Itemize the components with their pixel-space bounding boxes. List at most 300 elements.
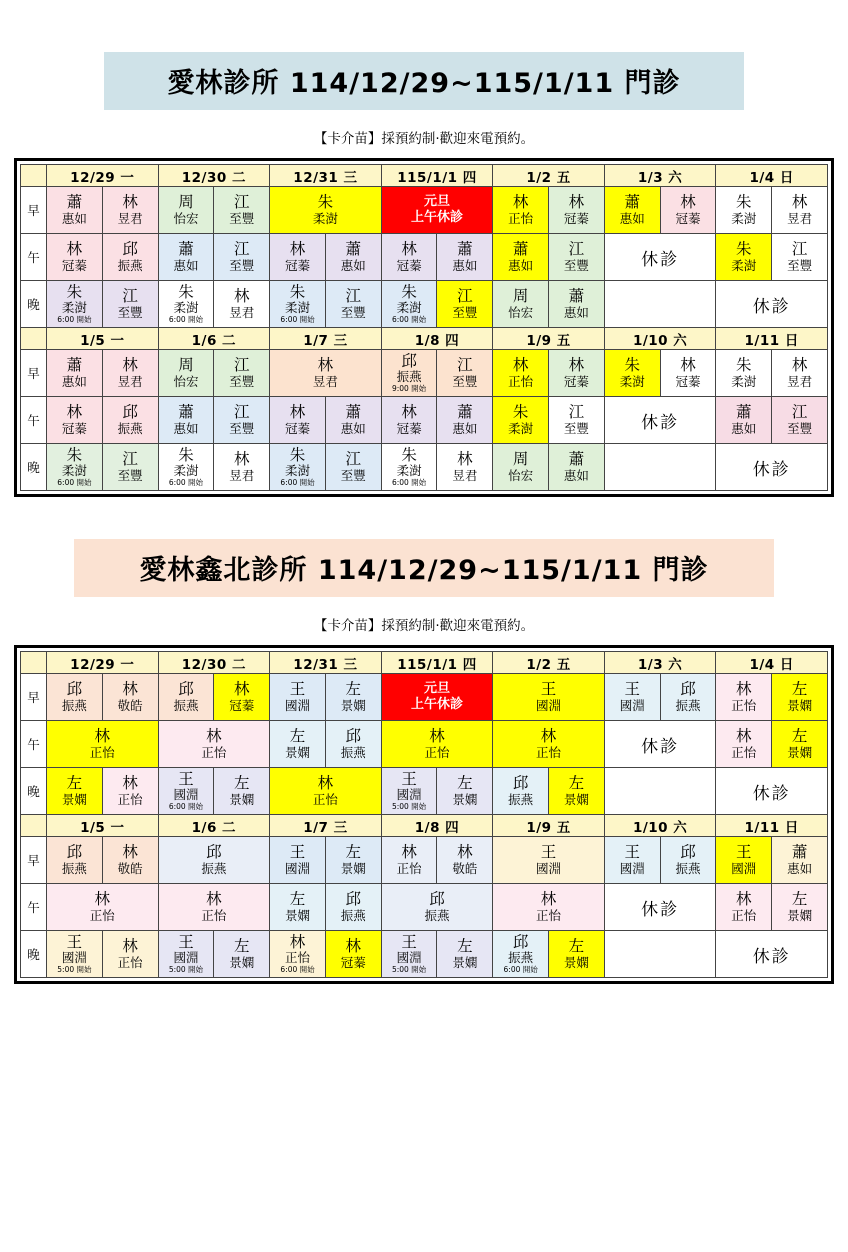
doctor-surname: 左 bbox=[289, 890, 306, 909]
rest-cell bbox=[716, 768, 828, 815]
day-header: 1/4 日 bbox=[716, 652, 828, 674]
doctor-b bbox=[214, 444, 269, 490]
doctor-givenname: 柔澍 bbox=[731, 257, 757, 273]
holiday-cell bbox=[381, 187, 493, 234]
doctor-givenname: 至豐 bbox=[340, 467, 366, 483]
doctor-givenname: 惠如 bbox=[563, 304, 589, 320]
doctor-single bbox=[382, 721, 493, 767]
shift-cell bbox=[381, 721, 493, 768]
shift-cell bbox=[47, 397, 159, 444]
doctor-b bbox=[326, 444, 381, 490]
day-header: 1/6 二 bbox=[158, 328, 270, 350]
doctor-surname: 蕭 bbox=[568, 450, 585, 469]
doctor-surname: 林 bbox=[568, 193, 585, 212]
rest-cell bbox=[604, 234, 716, 281]
day-header: 12/31 三 bbox=[270, 652, 382, 674]
doctor-givenname: 正怡 bbox=[396, 860, 422, 876]
table-row bbox=[21, 931, 828, 978]
rest-cell bbox=[604, 884, 716, 931]
doctor-surname: 江 bbox=[345, 287, 362, 306]
doctor-a bbox=[382, 350, 437, 396]
table-row bbox=[21, 768, 828, 815]
doctor-givenname: 昱君 bbox=[117, 210, 143, 226]
table-row bbox=[21, 350, 828, 397]
doctor-surname: 周 bbox=[178, 193, 194, 212]
doctor-a bbox=[270, 397, 325, 443]
holiday-line: 上午休診 bbox=[410, 697, 463, 712]
shift-cell bbox=[270, 931, 382, 978]
doctor-surname: 林 bbox=[736, 890, 752, 909]
doctor-surname: 邱 bbox=[680, 680, 696, 699]
doctor-surname: 左 bbox=[345, 843, 362, 862]
table-row bbox=[21, 674, 828, 721]
doctor-givenname: 昱君 bbox=[229, 304, 255, 320]
shift-cell bbox=[381, 350, 493, 397]
table-row bbox=[21, 884, 828, 931]
rest-label: 休診 bbox=[752, 946, 791, 967]
doctor-a bbox=[159, 234, 214, 280]
row-label-morning: 早 bbox=[21, 187, 47, 234]
shift-cell bbox=[47, 234, 159, 281]
doctor-surname: 江 bbox=[345, 450, 362, 469]
doctor-surname: 江 bbox=[233, 356, 250, 375]
doctor-givenname: 柔澍 bbox=[173, 462, 199, 478]
doctor-givenname: 冠蓁 bbox=[61, 420, 87, 436]
doctor-givenname: 至豐 bbox=[229, 373, 255, 389]
day-header: 1/3 六 bbox=[604, 165, 716, 187]
day-header: 1/4 日 bbox=[716, 165, 828, 187]
shift-cell bbox=[381, 397, 493, 444]
doctor-givenname: 至豐 bbox=[229, 420, 255, 436]
rest-cell bbox=[604, 768, 716, 815]
doctor-givenname: 振燕 bbox=[340, 744, 366, 760]
shift-cell bbox=[716, 674, 828, 721]
doctor-b bbox=[103, 444, 158, 490]
shift-cell bbox=[716, 397, 828, 444]
doctor-givenname: 正怡 bbox=[731, 697, 757, 713]
doctor-b bbox=[326, 721, 381, 767]
doctor-a bbox=[716, 397, 771, 443]
doctor-b bbox=[437, 350, 492, 396]
clinic2-schedule-table bbox=[14, 645, 834, 984]
doctor-surname: 蕭 bbox=[457, 403, 473, 422]
start-time: 9:00 開始 bbox=[391, 383, 427, 393]
clinic1-note: 【卡介苗】採預約制‧歡迎來電預約。 bbox=[313, 131, 535, 147]
doctor-givenname: 惠如 bbox=[508, 257, 534, 273]
doctor-givenname: 柔澍 bbox=[61, 462, 87, 478]
doctor-a bbox=[47, 397, 102, 443]
doctor-b bbox=[326, 397, 381, 443]
row-label-morning: 早 bbox=[21, 350, 47, 397]
doctor-a bbox=[382, 837, 437, 883]
doctor-b bbox=[437, 281, 492, 327]
day-header: 1/5 一 bbox=[47, 815, 159, 837]
doctor-b bbox=[214, 187, 269, 233]
doctor-surname: 左 bbox=[66, 774, 83, 793]
doctor-a bbox=[270, 931, 325, 977]
doctor-a bbox=[716, 721, 771, 767]
start-time: 6:00 開始 bbox=[280, 477, 315, 487]
shift-cell bbox=[493, 281, 605, 328]
doctor-surname: 王 bbox=[624, 843, 640, 862]
doctor-a bbox=[47, 281, 102, 327]
doctor-surname: 朱 bbox=[66, 445, 83, 464]
day-header-row bbox=[21, 328, 828, 350]
doctor-givenname: 振燕 bbox=[508, 791, 534, 807]
doctor-a bbox=[270, 281, 325, 327]
doctor-surname: 蕭 bbox=[736, 403, 752, 422]
day-header: 1/2 五 bbox=[493, 165, 605, 187]
doctor-b bbox=[772, 837, 827, 883]
doctor-givenname: 景嫻 bbox=[340, 860, 366, 876]
row-label-evening: 晚 bbox=[21, 931, 47, 978]
doctor-b bbox=[437, 837, 492, 883]
shift-cell bbox=[493, 397, 605, 444]
doctor-givenname: 惠如 bbox=[173, 420, 199, 436]
doctor-surname: 王 bbox=[540, 680, 557, 699]
doctor-surname: 左 bbox=[791, 727, 808, 746]
shift-cell bbox=[381, 234, 493, 281]
rest-cell bbox=[716, 931, 828, 978]
shift-cell bbox=[604, 837, 716, 884]
doctor-surname: 王 bbox=[178, 932, 194, 951]
doctor-givenname: 國淵 bbox=[536, 860, 562, 876]
doctor-surname: 林 bbox=[122, 937, 138, 956]
doctor-surname: 林 bbox=[401, 843, 417, 862]
doctor-surname: 林 bbox=[791, 193, 808, 212]
clinic1-schedule-table bbox=[14, 158, 834, 497]
doctor-givenname: 惠如 bbox=[61, 373, 87, 389]
doctor-b bbox=[549, 931, 604, 977]
doctor-givenname: 柔澍 bbox=[61, 299, 87, 315]
doctor-a bbox=[605, 674, 660, 720]
doctor-surname: 林 bbox=[568, 356, 585, 375]
shift-cell bbox=[493, 931, 605, 978]
day-header: 1/6 二 bbox=[158, 815, 270, 837]
doctor-surname: 林 bbox=[512, 193, 529, 212]
doctor-givenname: 景嫻 bbox=[787, 697, 813, 713]
doctor-givenname: 冠蓁 bbox=[675, 210, 701, 226]
doctor-b bbox=[326, 837, 381, 883]
doctor-surname: 邱 bbox=[122, 240, 138, 259]
doctor-b bbox=[549, 397, 604, 443]
doctor-givenname: 振燕 bbox=[675, 860, 701, 876]
doctor-givenname: 正怡 bbox=[117, 954, 143, 970]
doctor-givenname: 至豐 bbox=[117, 304, 143, 320]
doctor-surname: 左 bbox=[791, 680, 808, 699]
doctor-a bbox=[47, 768, 102, 814]
shift-cell bbox=[381, 444, 493, 491]
doctor-a bbox=[605, 350, 660, 396]
doctor-b bbox=[661, 837, 716, 883]
doctor-givenname: 正怡 bbox=[508, 210, 534, 226]
shift-cell bbox=[158, 674, 270, 721]
doctor-surname: 左 bbox=[457, 774, 473, 793]
day-header: 1/8 四 bbox=[381, 328, 493, 350]
rest-cell bbox=[604, 721, 716, 768]
doctor-givenname: 惠如 bbox=[731, 420, 757, 436]
row-label-afternoon: 午 bbox=[21, 884, 47, 931]
doctor-givenname: 正怡 bbox=[536, 744, 562, 760]
doctor-b bbox=[437, 931, 492, 977]
doctor-a bbox=[159, 187, 214, 233]
shift-cell bbox=[716, 350, 828, 397]
shift-cell bbox=[47, 281, 159, 328]
doctor-a bbox=[382, 768, 437, 814]
doctor-b bbox=[772, 884, 827, 930]
doctor-givenname: 正怡 bbox=[117, 791, 143, 807]
doctor-givenname: 柔澍 bbox=[619, 373, 645, 389]
doctor-a bbox=[270, 837, 325, 883]
doctor-a bbox=[47, 350, 102, 396]
doctor-b bbox=[437, 444, 492, 490]
doctor-a bbox=[493, 187, 548, 233]
doctor-surname: 邱 bbox=[206, 843, 222, 862]
doctor-surname: 朱 bbox=[512, 403, 529, 422]
doctor-givenname: 正怡 bbox=[731, 744, 757, 760]
doctor-a bbox=[47, 187, 102, 233]
doctor-givenname: 至豐 bbox=[787, 420, 813, 436]
doctor-b bbox=[326, 234, 381, 280]
doctor-givenname: 國淵 bbox=[173, 786, 199, 802]
doctor-givenname: 正怡 bbox=[424, 744, 450, 760]
doctor-surname: 朱 bbox=[178, 282, 194, 301]
doctor-b bbox=[214, 397, 269, 443]
corner-cell bbox=[21, 652, 47, 674]
doctor-givenname: 振燕 bbox=[675, 697, 701, 713]
doctor-givenname: 景嫻 bbox=[563, 954, 589, 970]
doctor-a bbox=[270, 234, 325, 280]
holiday-line: 元旦 bbox=[423, 680, 450, 696]
doctor-surname: 王 bbox=[736, 843, 752, 862]
doctor-surname: 周 bbox=[512, 287, 529, 306]
doctor-surname: 林 bbox=[66, 240, 83, 259]
day-header: 1/11 日 bbox=[716, 328, 828, 350]
doctor-a bbox=[716, 234, 771, 280]
doctor-a bbox=[493, 234, 548, 280]
doctor-surname: 邱 bbox=[512, 774, 529, 793]
day-header: 12/31 三 bbox=[270, 165, 382, 187]
doctor-givenname: 柔澍 bbox=[285, 299, 311, 315]
doctor-givenname: 正怡 bbox=[536, 907, 562, 923]
doctor-givenname: 至豐 bbox=[452, 304, 478, 320]
doctor-surname: 林 bbox=[289, 403, 306, 422]
rest-cell bbox=[716, 281, 828, 328]
day-header: 1/3 六 bbox=[604, 652, 716, 674]
doctor-surname: 林 bbox=[540, 890, 557, 909]
doctor-surname: 江 bbox=[791, 240, 808, 259]
doctor-b bbox=[103, 397, 158, 443]
doctor-surname: 左 bbox=[289, 727, 306, 746]
start-time: 6:00 開始 bbox=[503, 964, 538, 974]
doctor-givenname: 至豐 bbox=[229, 210, 255, 226]
shift-cell bbox=[270, 281, 382, 328]
doctor-surname: 蕭 bbox=[624, 193, 640, 212]
table-row bbox=[21, 837, 828, 884]
table-row bbox=[21, 721, 828, 768]
doctor-a bbox=[716, 350, 771, 396]
doctor-surname: 王 bbox=[289, 680, 306, 699]
doctor-a bbox=[716, 884, 771, 930]
doctor-surname: 朱 bbox=[624, 356, 640, 375]
doctor-givenname: 景嫻 bbox=[340, 697, 366, 713]
doctor-givenname: 至豐 bbox=[452, 373, 478, 389]
doctor-givenname: 惠如 bbox=[340, 257, 366, 273]
day-header: 1/8 四 bbox=[381, 815, 493, 837]
doctor-surname: 邱 bbox=[429, 890, 445, 909]
doctor-givenname: 正怡 bbox=[731, 907, 757, 923]
doctor-a bbox=[270, 674, 325, 720]
doctor-givenname: 至豐 bbox=[563, 257, 589, 273]
doctor-surname: 林 bbox=[122, 774, 138, 793]
doctor-surname: 蕭 bbox=[178, 403, 194, 422]
doctor-givenname: 冠蓁 bbox=[285, 257, 311, 273]
doctor-givenname: 振燕 bbox=[396, 368, 422, 384]
holiday-line: 元旦 bbox=[423, 193, 450, 209]
doctor-surname: 周 bbox=[512, 450, 529, 469]
doctor-surname: 蕭 bbox=[568, 287, 585, 306]
doctor-surname: 朱 bbox=[289, 445, 306, 464]
doctor-surname: 林 bbox=[345, 937, 362, 956]
start-time: 6:00 開始 bbox=[168, 801, 204, 811]
doctor-a bbox=[716, 837, 771, 883]
doctor-b bbox=[661, 187, 716, 233]
rest-label: 休診 bbox=[752, 459, 791, 480]
shift-cell bbox=[493, 721, 605, 768]
doctor-b bbox=[549, 768, 604, 814]
doctor-b bbox=[326, 931, 381, 977]
doctor-givenname: 景嫻 bbox=[285, 744, 311, 760]
shift-cell bbox=[158, 931, 270, 978]
doctor-givenname: 至豐 bbox=[787, 257, 813, 273]
doctor-single bbox=[270, 768, 381, 814]
table-row bbox=[21, 281, 828, 328]
doctor-a bbox=[382, 397, 437, 443]
shift-cell bbox=[381, 837, 493, 884]
doctor-a bbox=[270, 721, 325, 767]
doctor-givenname: 柔澍 bbox=[285, 462, 311, 478]
doctor-a bbox=[270, 444, 325, 490]
doctor-surname: 林 bbox=[429, 727, 445, 746]
doctor-b bbox=[437, 397, 492, 443]
doctor-givenname: 國淵 bbox=[173, 949, 199, 965]
shift-cell bbox=[493, 768, 605, 815]
doctor-givenname: 至豐 bbox=[340, 304, 366, 320]
start-time: 6:00 開始 bbox=[391, 314, 427, 324]
shift-cell bbox=[716, 837, 828, 884]
doctor-givenname: 國淵 bbox=[285, 860, 311, 876]
doctor-b bbox=[326, 281, 381, 327]
doctor-givenname: 冠蓁 bbox=[340, 954, 366, 970]
day-header: 1/9 五 bbox=[493, 328, 605, 350]
doctor-surname: 林 bbox=[289, 932, 306, 951]
doctor-givenname: 柔澍 bbox=[731, 373, 757, 389]
day-header: 115/1/1 四 bbox=[381, 165, 493, 187]
doctor-givenname: 景嫻 bbox=[563, 791, 589, 807]
doctor-a bbox=[716, 187, 771, 233]
doctor-b bbox=[549, 234, 604, 280]
doctor-givenname: 敬皓 bbox=[117, 860, 143, 876]
doctor-givenname: 怡宏 bbox=[508, 304, 534, 320]
doctor-surname: 王 bbox=[66, 932, 83, 951]
row-label-afternoon: 午 bbox=[21, 234, 47, 281]
doctor-surname: 江 bbox=[233, 193, 250, 212]
doctor-givenname: 至豐 bbox=[563, 420, 589, 436]
doctor-surname: 林 bbox=[233, 680, 250, 699]
doctor-surname: 江 bbox=[122, 450, 138, 469]
doctor-single bbox=[382, 884, 493, 930]
shift-cell bbox=[381, 884, 493, 931]
doctor-surname: 林 bbox=[122, 680, 138, 699]
day-header: 1/11 日 bbox=[716, 815, 828, 837]
doctor-surname: 林 bbox=[317, 774, 334, 793]
shift-cell bbox=[270, 234, 382, 281]
shift-cell bbox=[47, 931, 159, 978]
doctor-givenname: 柔澍 bbox=[508, 420, 534, 436]
doctor-givenname: 國淵 bbox=[61, 949, 87, 965]
doctor-a bbox=[493, 281, 548, 327]
doctor-b bbox=[103, 931, 158, 977]
doctor-surname: 王 bbox=[178, 769, 194, 788]
doctor-surname: 邱 bbox=[512, 932, 529, 951]
doctor-a bbox=[493, 931, 548, 977]
doctor-surname: 蕭 bbox=[66, 193, 83, 212]
doctor-surname: 林 bbox=[289, 240, 306, 259]
doctor-givenname: 冠蓁 bbox=[285, 420, 311, 436]
doctor-surname: 王 bbox=[624, 680, 640, 699]
doctor-surname: 蕭 bbox=[791, 843, 808, 862]
doctor-givenname: 正怡 bbox=[201, 907, 227, 923]
rest-cell bbox=[604, 397, 716, 444]
doctor-surname: 邱 bbox=[345, 890, 362, 909]
doctor-b bbox=[214, 768, 269, 814]
shift-cell bbox=[158, 884, 270, 931]
doctor-surname: 王 bbox=[540, 843, 557, 862]
doctor-b bbox=[772, 397, 827, 443]
doctor-surname: 左 bbox=[568, 937, 585, 956]
doctor-givenname: 景嫻 bbox=[285, 907, 311, 923]
doctor-givenname: 昱君 bbox=[117, 373, 143, 389]
doctor-surname: 林 bbox=[122, 356, 138, 375]
shift-cell bbox=[493, 837, 605, 884]
doctor-surname: 林 bbox=[233, 450, 250, 469]
clinic2-title: 愛林鑫北診所 114/12/29~115/1/11 門診 bbox=[74, 539, 774, 597]
doctor-surname: 林 bbox=[94, 727, 111, 746]
doctor-surname: 蕭 bbox=[345, 403, 362, 422]
doctor-a bbox=[493, 397, 548, 443]
shift-cell bbox=[604, 350, 716, 397]
doctor-b bbox=[103, 187, 158, 233]
day-header: 1/2 五 bbox=[493, 652, 605, 674]
doctor-surname: 朱 bbox=[289, 282, 306, 301]
shift-cell bbox=[158, 187, 270, 234]
shift-cell bbox=[270, 187, 382, 234]
shift-cell bbox=[47, 721, 159, 768]
doctor-a bbox=[382, 234, 437, 280]
doctor-a bbox=[47, 444, 102, 490]
shift-cell bbox=[493, 884, 605, 931]
shift-cell bbox=[270, 674, 382, 721]
doctor-b bbox=[214, 931, 269, 977]
rest-label: 休診 bbox=[752, 783, 791, 804]
doctor-surname: 朱 bbox=[401, 282, 417, 301]
doctor-surname: 邱 bbox=[66, 843, 83, 862]
shift-cell bbox=[158, 837, 270, 884]
shift-cell bbox=[270, 444, 382, 491]
doctor-surname: 林 bbox=[736, 680, 752, 699]
doctor-givenname: 正怡 bbox=[312, 791, 338, 807]
doctor-b bbox=[661, 674, 716, 720]
